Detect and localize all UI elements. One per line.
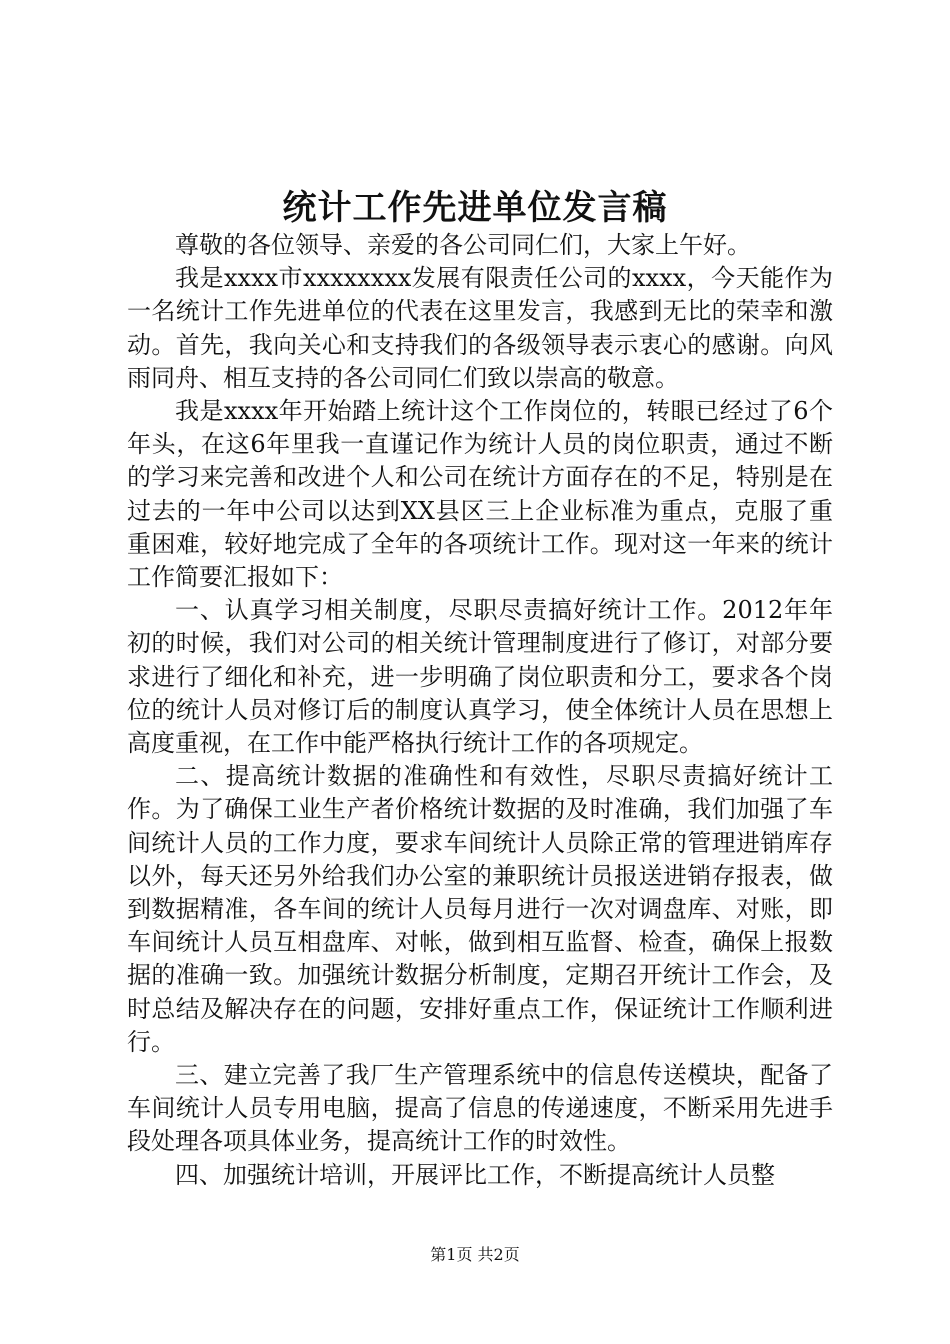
paragraph-point-four: 四、加强统计培训，开展评比工作，不断提高统计人员整: [175, 1160, 775, 1189]
document-title: 统计工作先进单位发言稿: [282, 188, 668, 228]
page-number-footer: 第1页 共2页: [430, 1245, 520, 1264]
paragraph-background: 我是xxxx年开始踏上统计这个工作岗位的，转眼已经过了6个年头，在这6年里我一直谨记作为统计人员的岗位职责，通过不断的学习来完善和改进个人和公司在统计方面存在的不足，特别是在过去的一年中公司以达到XX县区三上企业标准为重点，克服了重重困难，较好地完成了全年的各项统计工作。现对这一年来的统计工作简要汇报如下：: [127, 397, 833, 592]
paragraph-point-three: 三、建立完善了我厂生产管理系统中的信息传送模块，配备了车间统计人员专用电脑，提高了信息的传递速度，不断采用先进手段处理各项具体业务，提高统计工作的时效性。: [127, 1061, 833, 1156]
paragraph-introduction: 我是xxxx市xxxxxxxx发展有限责任公司的xxxx，今天能作为一名统计工作先进单位的代表在这里发言，我感到无比的荣幸和激动。首先，我向关心和支持我们的各级领导表示衷心的感谢。向风雨同舟、相互支持的各公司同仁们致以崇高的敬意。: [127, 264, 833, 392]
paragraph-point-two: 二、提高统计数据的准确性和有效性，尽职尽责搞好统计工作。为了确保工业生产者价格统计数据的及时准确，我们加强了车间统计人员的工作力度，要求车间统计人员除正常的管理进销库存以外，每天还另外给我们办公室的兼职统计员报送进销存报表，做到数据精准，各车间的统计人员每月进行一次对调盘库、对账，即车间统计人员互相盘库、对帐，做到相互监督、检查，确保上报数据的准确一致。加强统计数据分析制度，定期召开统计工作会，及时总结及解决存在的问题，安排好重点工作，保证统计工作顺利进行。: [127, 762, 833, 1056]
paragraph-greeting: 尊敬的各位领导、亲爱的各公司同仁们，大家上午好。: [175, 231, 751, 259]
document-body: [127, 229, 833, 1192]
paragraph-point-one: 一、认真学习相关制度，尽职尽责搞好统计工作。2012年年初的时候，我们对公司的相关统计管理制度进行了修订，对部分要求进行了细化和补充，进一步明确了岗位职责和分工，要求各个岗位的统计人员对修订后的制度认真学习，使全体统计人员在思想上高度重视，在工作中能严格执行统计工作的各项规定。: [127, 596, 833, 758]
